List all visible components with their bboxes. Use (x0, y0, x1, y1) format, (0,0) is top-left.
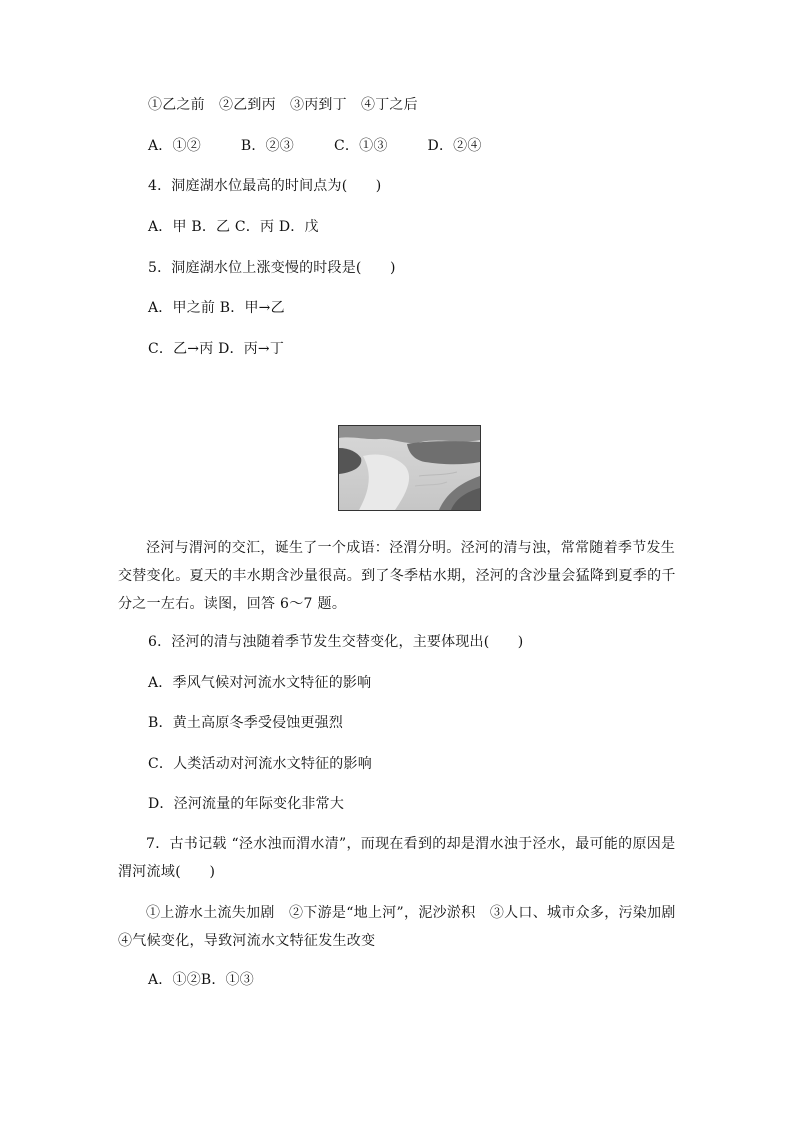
q3-option-c: C．①③ (334, 138, 388, 154)
q7-options: A．①②B．①③ (148, 972, 254, 988)
q6-option-c: C．人类活动对河流水文特征的影响 (148, 756, 372, 772)
q3-items-line: ①乙之前 ②乙到丙 ③丙到丁 ④丁之后 (148, 97, 418, 113)
q6-stem: 6．泾河的清与浊随着季节发生交替变化，主要体现出( ) (148, 634, 524, 650)
q4-options: A．甲 B．乙 C．丙 D．戊 (148, 219, 319, 235)
q3-option-b: B．②③ (240, 138, 295, 154)
q3-option-a: A．①② (148, 138, 201, 154)
q7-stem: 7．古书记载 “泾水浊而渭水清”，而现在看到的却是渭水浊于泾水，最可能的原因是渭河流域( ) (118, 836, 676, 880)
river-confluence-illustration (339, 426, 480, 510)
q4-stem: 4．洞庭湖水位最高的时间点为( ) (148, 178, 382, 194)
q3-option-d: D．②④ (427, 138, 482, 154)
q6-option-d: D．泾河流量的年际变化非常大 (148, 796, 345, 812)
q3-options (148, 136, 482, 156)
q6-option-a: A．季风气候对河流水文特征的影响 (148, 675, 372, 691)
q5-options-1: A．甲之前 B．甲→乙 (148, 300, 285, 316)
reading-passage: 泾河与渭河的交汇，诞生了一个成语：泾渭分明。泾河的清与浊，常常随着季节发生交替变化。夏天的丰水期含沙量很高。到了冬季枯水期，泾河的含沙量会猛降到夏季的千分之一左右。读图，回答 6～7 题。 (118, 540, 676, 612)
q5-options-2: C．乙→丙 D．丙→丁 (148, 341, 285, 357)
q7-items: ①上游水土流失加剧 ②下游是“地上河”，泥沙淤积 ③人口、城市众多，污染加剧 ④气候变化，导致河流水文特征发生改变 (118, 905, 691, 949)
q5-stem: 5．洞庭湖水位上涨变慢的时段是( ) (148, 260, 396, 276)
river-confluence-photo (338, 425, 481, 511)
q6-option-b: B．黄土高原冬季受侵蚀更强烈 (148, 715, 344, 731)
